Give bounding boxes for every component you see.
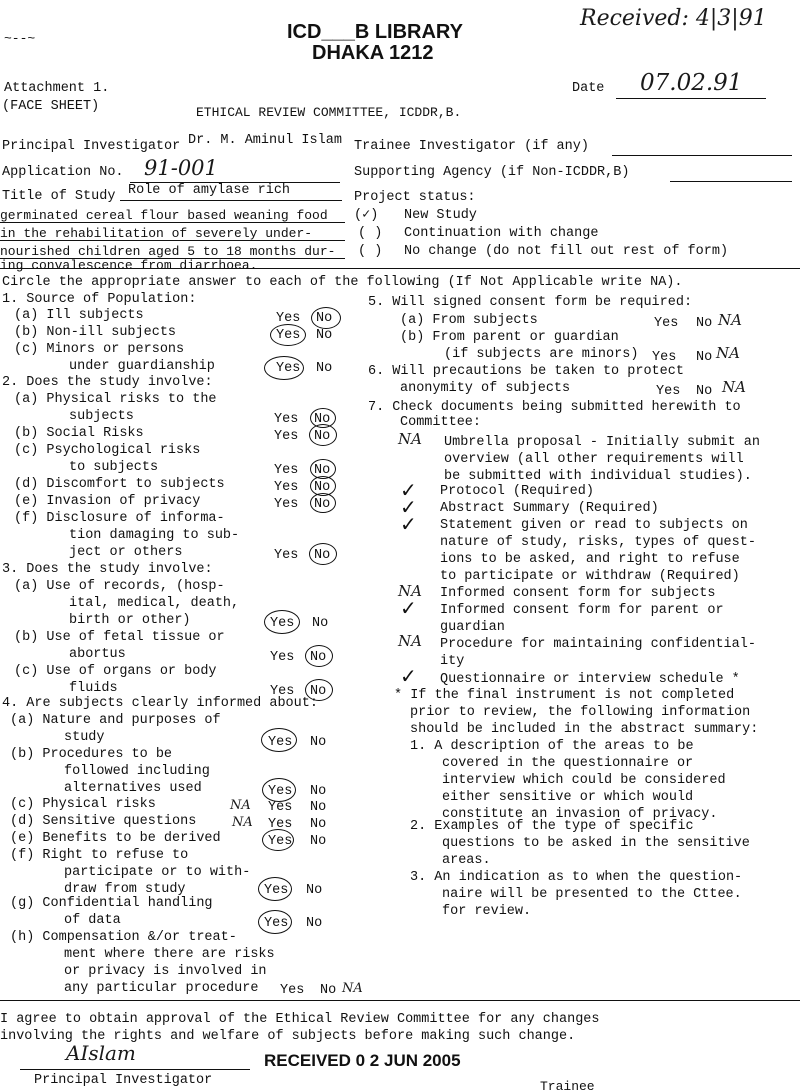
q2a-2: subjects bbox=[69, 409, 134, 424]
q4h-yes: Yes bbox=[280, 983, 305, 998]
q2e: (e) Invasion of privacy bbox=[14, 494, 201, 509]
q2b-no: No bbox=[314, 429, 331, 444]
library-stamp-line1: ICD___B LIBRARY bbox=[287, 21, 463, 43]
d4-line2: nature of study, risks, types of quest- bbox=[440, 535, 756, 550]
pi-signature-line bbox=[20, 1069, 250, 1070]
q1c-no: No bbox=[316, 361, 333, 376]
q5b-no: No bbox=[696, 350, 713, 365]
q4c-na: NA bbox=[230, 798, 251, 813]
note-line2: prior to review, the following information bbox=[410, 705, 751, 720]
trainee-label: Trainee Investigator (if any) bbox=[354, 139, 589, 154]
status-cont-mark: ( ) bbox=[358, 226, 383, 241]
q3: 3. Does the study involve: bbox=[2, 562, 213, 577]
q4b-circle bbox=[262, 778, 296, 802]
q2b-circle bbox=[309, 424, 337, 446]
committee-title: ETHICAL REVIEW COMMITTEE, ICDDR,B. bbox=[196, 105, 462, 120]
q2d-yes: Yes bbox=[274, 480, 299, 495]
q3c-no: No bbox=[310, 684, 327, 699]
n2-line3: areas. bbox=[442, 853, 491, 868]
q5b-1: (b) From parent or guardian bbox=[400, 330, 619, 345]
title-line-1: Role of amylase rich bbox=[128, 183, 291, 198]
q3a-3: birth or other) bbox=[69, 613, 191, 628]
q4d-na: NA bbox=[232, 815, 253, 830]
date-label: Date bbox=[572, 81, 605, 96]
n1-line4: either sensitive or which would bbox=[442, 790, 694, 805]
q4g-no: No bbox=[306, 916, 323, 931]
d2: Protocol (Required) bbox=[440, 484, 594, 499]
q3b-no: No bbox=[310, 650, 327, 665]
q3a-no: No bbox=[312, 616, 329, 631]
q5a: (a) From subjects bbox=[400, 313, 538, 328]
q4g-2: of data bbox=[64, 913, 121, 928]
q4h-3: or privacy is involved in bbox=[64, 964, 267, 979]
q6-no: No bbox=[696, 384, 713, 399]
n1-line5: constitute an invasion of privacy. bbox=[442, 807, 718, 822]
q2c-yes: Yes bbox=[274, 463, 299, 478]
q4d-no: No bbox=[310, 817, 327, 832]
d7-line1: Procedure for maintaining confidential- bbox=[440, 637, 756, 652]
status-new-mark: (✓) bbox=[354, 208, 379, 223]
q4c: (c) Physical risks bbox=[10, 797, 156, 812]
status-nochange-mark: ( ) bbox=[358, 244, 383, 259]
title-line-5: ing convalescence from diarrhoea. bbox=[0, 258, 258, 273]
n3-line1: 3. An indication as to when the question- bbox=[410, 870, 743, 885]
q5a-no: No bbox=[696, 316, 713, 331]
q4d: (d) Sensitive questions bbox=[10, 814, 197, 829]
q4b-no: No bbox=[310, 784, 327, 799]
d8-check-icon: ✓ bbox=[400, 664, 417, 688]
received-stamp: RECEIVED 0 2 JUN 2005 bbox=[264, 1051, 461, 1070]
agreement-line1: I agree to obtain approval of the Ethical Review Committee for any changes bbox=[0, 1012, 600, 1027]
q2f-no: No bbox=[314, 548, 331, 563]
q2a-yes: Yes bbox=[274, 412, 299, 427]
title-underline-4 bbox=[0, 258, 345, 259]
pi-signature: AIslam bbox=[66, 1041, 136, 1065]
q2b-yes: Yes bbox=[274, 429, 299, 444]
d4-check-icon: ✓ bbox=[400, 512, 417, 536]
d6-check-icon: ✓ bbox=[400, 596, 417, 620]
q2a-1: (a) Physical risks to the bbox=[14, 392, 217, 407]
trainee-line bbox=[612, 155, 792, 156]
pi-label: Principal Investigator bbox=[2, 139, 181, 154]
q4e-circle bbox=[262, 829, 294, 851]
q1a-no: No bbox=[316, 311, 333, 326]
q1c-2: under guardianship bbox=[69, 359, 215, 374]
n1-line3: interview which could be considered bbox=[442, 773, 726, 788]
q4a-2: study bbox=[64, 730, 105, 745]
q4e-no: No bbox=[310, 834, 327, 849]
q2f-yes: Yes bbox=[274, 548, 299, 563]
q4f-no: No bbox=[306, 883, 323, 898]
d4-line1: Statement given or read to subjects on bbox=[440, 518, 748, 533]
status-nochange: No change (do not fill out rest of form) bbox=[404, 244, 729, 259]
d5: Informed consent form for subjects bbox=[440, 586, 716, 601]
q2f-1: (f) Disclosure of informa- bbox=[14, 511, 225, 526]
title-underline-1 bbox=[120, 200, 342, 201]
q4f-1: (f) Right to refuse to bbox=[10, 848, 189, 863]
q4b-1: (b) Procedures to be bbox=[10, 747, 173, 762]
q3c-1: (c) Use of organs or body bbox=[14, 664, 217, 679]
note-line3: should be included in the abstract summary: bbox=[410, 722, 759, 737]
n3-line2: naire will be presented to the Cttee. bbox=[442, 887, 742, 902]
title-label: Title of Study bbox=[2, 189, 116, 204]
d8: Questionnaire or interview schedule * bbox=[440, 672, 740, 687]
q2c-1: (c) Psychological risks bbox=[14, 443, 201, 458]
q4: 4. Are subjects clearly informed about: bbox=[2, 696, 318, 711]
q4a-yes: Yes bbox=[268, 735, 293, 750]
d7-mark: NA bbox=[398, 632, 422, 650]
q4h-1: (h) Compensation &/or treat- bbox=[10, 930, 237, 945]
d1-mark: NA bbox=[398, 430, 422, 448]
n1-line1: 1. A description of the areas to be bbox=[410, 739, 694, 754]
q4h-no: No bbox=[320, 983, 337, 998]
q1c-yes: Yes bbox=[276, 361, 301, 376]
q2: 2. Does the study involve: bbox=[2, 375, 213, 390]
d1-line2: overview (all other requirements will bbox=[444, 452, 744, 467]
date-value: 07.02.91 bbox=[640, 70, 743, 96]
q1c-circle bbox=[264, 356, 304, 380]
q5: 5. Will signed consent form be required: bbox=[368, 295, 693, 310]
q5b-2: (if subjects are minors) bbox=[444, 347, 639, 362]
q2d: (d) Discomfort to subjects bbox=[14, 477, 225, 492]
q3b-1: (b) Use of fetal tissue or bbox=[14, 630, 225, 645]
q4g-yes: Yes bbox=[264, 916, 289, 931]
instruction: Circle the appropriate answer to each of the following (If Not Applicable write NA). bbox=[2, 275, 683, 290]
note-line1: * If the final instrument is not completed bbox=[394, 688, 735, 703]
q2d-no: No bbox=[314, 480, 331, 495]
q6-yes: Yes bbox=[656, 384, 681, 399]
q1a: (a) Ill subjects bbox=[14, 308, 144, 323]
q5b-yes: Yes bbox=[652, 350, 677, 365]
q7-2: Committee: bbox=[400, 415, 482, 430]
title-underline-2 bbox=[0, 222, 345, 223]
q2b: (b) Social Risks bbox=[14, 426, 144, 441]
q2c-no: No bbox=[314, 463, 331, 478]
title-line-3: in the rehabilitation of severely under- bbox=[0, 226, 313, 241]
pi-value: Dr. M. Aminul Islam bbox=[188, 133, 342, 148]
q4d-yes: Yes bbox=[268, 817, 293, 832]
trainee-caption: Trainee bbox=[540, 1079, 595, 1090]
q1a-circle bbox=[311, 307, 341, 329]
q3c-yes: Yes bbox=[270, 684, 295, 699]
d7-line2: ity bbox=[440, 654, 465, 669]
q2e-yes: Yes bbox=[274, 497, 299, 512]
q3b-circle bbox=[305, 645, 333, 667]
q4h-na: NA bbox=[342, 981, 363, 996]
q5a-yes: Yes bbox=[654, 316, 679, 331]
d4-line3: ions to be asked, and right to refuse bbox=[440, 552, 740, 567]
q4g-1: (g) Confidential handling bbox=[10, 896, 213, 911]
d1-line1: Umbrella proposal - Initially submit an bbox=[444, 435, 760, 450]
q2c-2: to subjects bbox=[69, 460, 159, 475]
status-cont: Continuation with change bbox=[404, 226, 599, 241]
q4f-yes: Yes bbox=[264, 883, 289, 898]
q4a-circle bbox=[261, 728, 297, 752]
attachment-label: Attachment 1. bbox=[4, 81, 110, 96]
q1b: (b) Non-ill subjects bbox=[14, 325, 177, 340]
library-stamp-line2: DHAKA 1212 bbox=[312, 42, 434, 64]
q6-na: NA bbox=[722, 378, 746, 396]
d4-line4: to participate or withdraw (Required) bbox=[440, 569, 740, 584]
q3a-circle bbox=[264, 610, 300, 634]
d1-line3: be submitted with individual studies). bbox=[444, 469, 752, 484]
q4a-no: No bbox=[310, 735, 327, 750]
q3a-yes: Yes bbox=[270, 616, 295, 631]
q4h-2: ment where there are risks bbox=[64, 947, 275, 962]
title-line-2: germinated cereal flour based weaning food bbox=[0, 208, 328, 223]
scribble-mark: ~--~ bbox=[4, 31, 36, 46]
q4g-circle bbox=[258, 910, 292, 934]
q2f-3: ject or others bbox=[69, 545, 183, 560]
face-sheet-label: (FACE SHEET) bbox=[2, 99, 100, 114]
q4c-no: No bbox=[310, 800, 327, 815]
q1: 1. Source of Population: bbox=[2, 292, 197, 307]
n3-line3: for review. bbox=[442, 904, 532, 919]
q4b-3: alternatives used bbox=[64, 781, 202, 796]
n2-line1: 2. Examples of the type of specific bbox=[410, 819, 694, 834]
footer-divider bbox=[0, 1000, 800, 1001]
d6-line1: Informed consent form for parent or bbox=[440, 603, 724, 618]
q4c-yes: Yes bbox=[268, 800, 293, 815]
agreement-line2: involving the rights and welfare of subjects before making such change. bbox=[0, 1029, 576, 1044]
d5-mark: NA bbox=[398, 582, 422, 600]
q3b-yes: Yes bbox=[270, 650, 295, 665]
q4e: (e) Benefits to be derived bbox=[10, 831, 221, 846]
q4h-4: any particular procedure bbox=[64, 981, 259, 996]
n2-line2: questions to be asked in the sensitive bbox=[442, 836, 750, 851]
status-new: New Study bbox=[404, 208, 477, 223]
q3c-2: fluids bbox=[69, 681, 118, 696]
q2e-circle bbox=[310, 493, 336, 513]
q7-1: 7. Check documents being submitted herewith to bbox=[368, 400, 741, 415]
q2f-circle bbox=[309, 543, 337, 565]
project-status-label: Project status: bbox=[354, 190, 476, 205]
q4f-circle bbox=[258, 877, 292, 901]
d3-check-icon: ✓ bbox=[400, 495, 417, 519]
q1a-yes: Yes bbox=[276, 311, 301, 326]
application-value: 91-001 bbox=[144, 156, 218, 180]
q4f-2: participate or to with- bbox=[64, 865, 251, 880]
q4a-1: (a) Nature and purposes of bbox=[10, 713, 221, 728]
n1-line2: covered in the questionnaire or bbox=[442, 756, 694, 771]
q3a-2: ital, medical, death, bbox=[69, 596, 240, 611]
q4f-3: draw from study bbox=[64, 882, 186, 897]
q6-2: anonymity of subjects bbox=[400, 381, 571, 396]
d2-check-icon: ✓ bbox=[400, 478, 417, 502]
supporting-agency-label: Supporting Agency (if Non-ICDDR,B) bbox=[354, 165, 630, 180]
supporting-agency-line bbox=[670, 181, 792, 182]
q4b-2: followed including bbox=[64, 764, 210, 779]
date-underline bbox=[616, 98, 766, 99]
q1b-no: No bbox=[316, 328, 333, 343]
received-date-stamp: Received: 4|3|91 bbox=[580, 6, 767, 31]
q4b-yes: Yes bbox=[268, 784, 293, 799]
q5a-na: NA bbox=[718, 311, 742, 329]
title-line-4: nourished children aged 5 to 18 months dur- bbox=[0, 244, 336, 259]
pi-caption: Principal Investigator bbox=[34, 1073, 213, 1088]
q6-1: 6. Will precautions be taken to protect bbox=[368, 364, 684, 379]
d6-line2: guardian bbox=[440, 620, 505, 635]
application-label: Application No. bbox=[2, 165, 124, 180]
q5b-na: NA bbox=[716, 344, 740, 362]
q1b-circle bbox=[270, 324, 306, 346]
q1c-1: (c) Minors or persons bbox=[14, 342, 185, 357]
q3b-2: abortus bbox=[69, 647, 126, 662]
q2e-no: No bbox=[314, 497, 331, 512]
q4e-yes: Yes bbox=[268, 834, 293, 849]
q3a-1: (a) Use of records, (hosp- bbox=[14, 579, 225, 594]
q2a-no: No bbox=[314, 412, 331, 427]
status-divider bbox=[0, 268, 800, 269]
q2f-2: tion damaging to sub- bbox=[69, 528, 240, 543]
title-underline-3 bbox=[0, 240, 345, 241]
d3: Abstract Summary (Required) bbox=[440, 501, 659, 516]
q1b-yes: Yes bbox=[276, 328, 301, 343]
